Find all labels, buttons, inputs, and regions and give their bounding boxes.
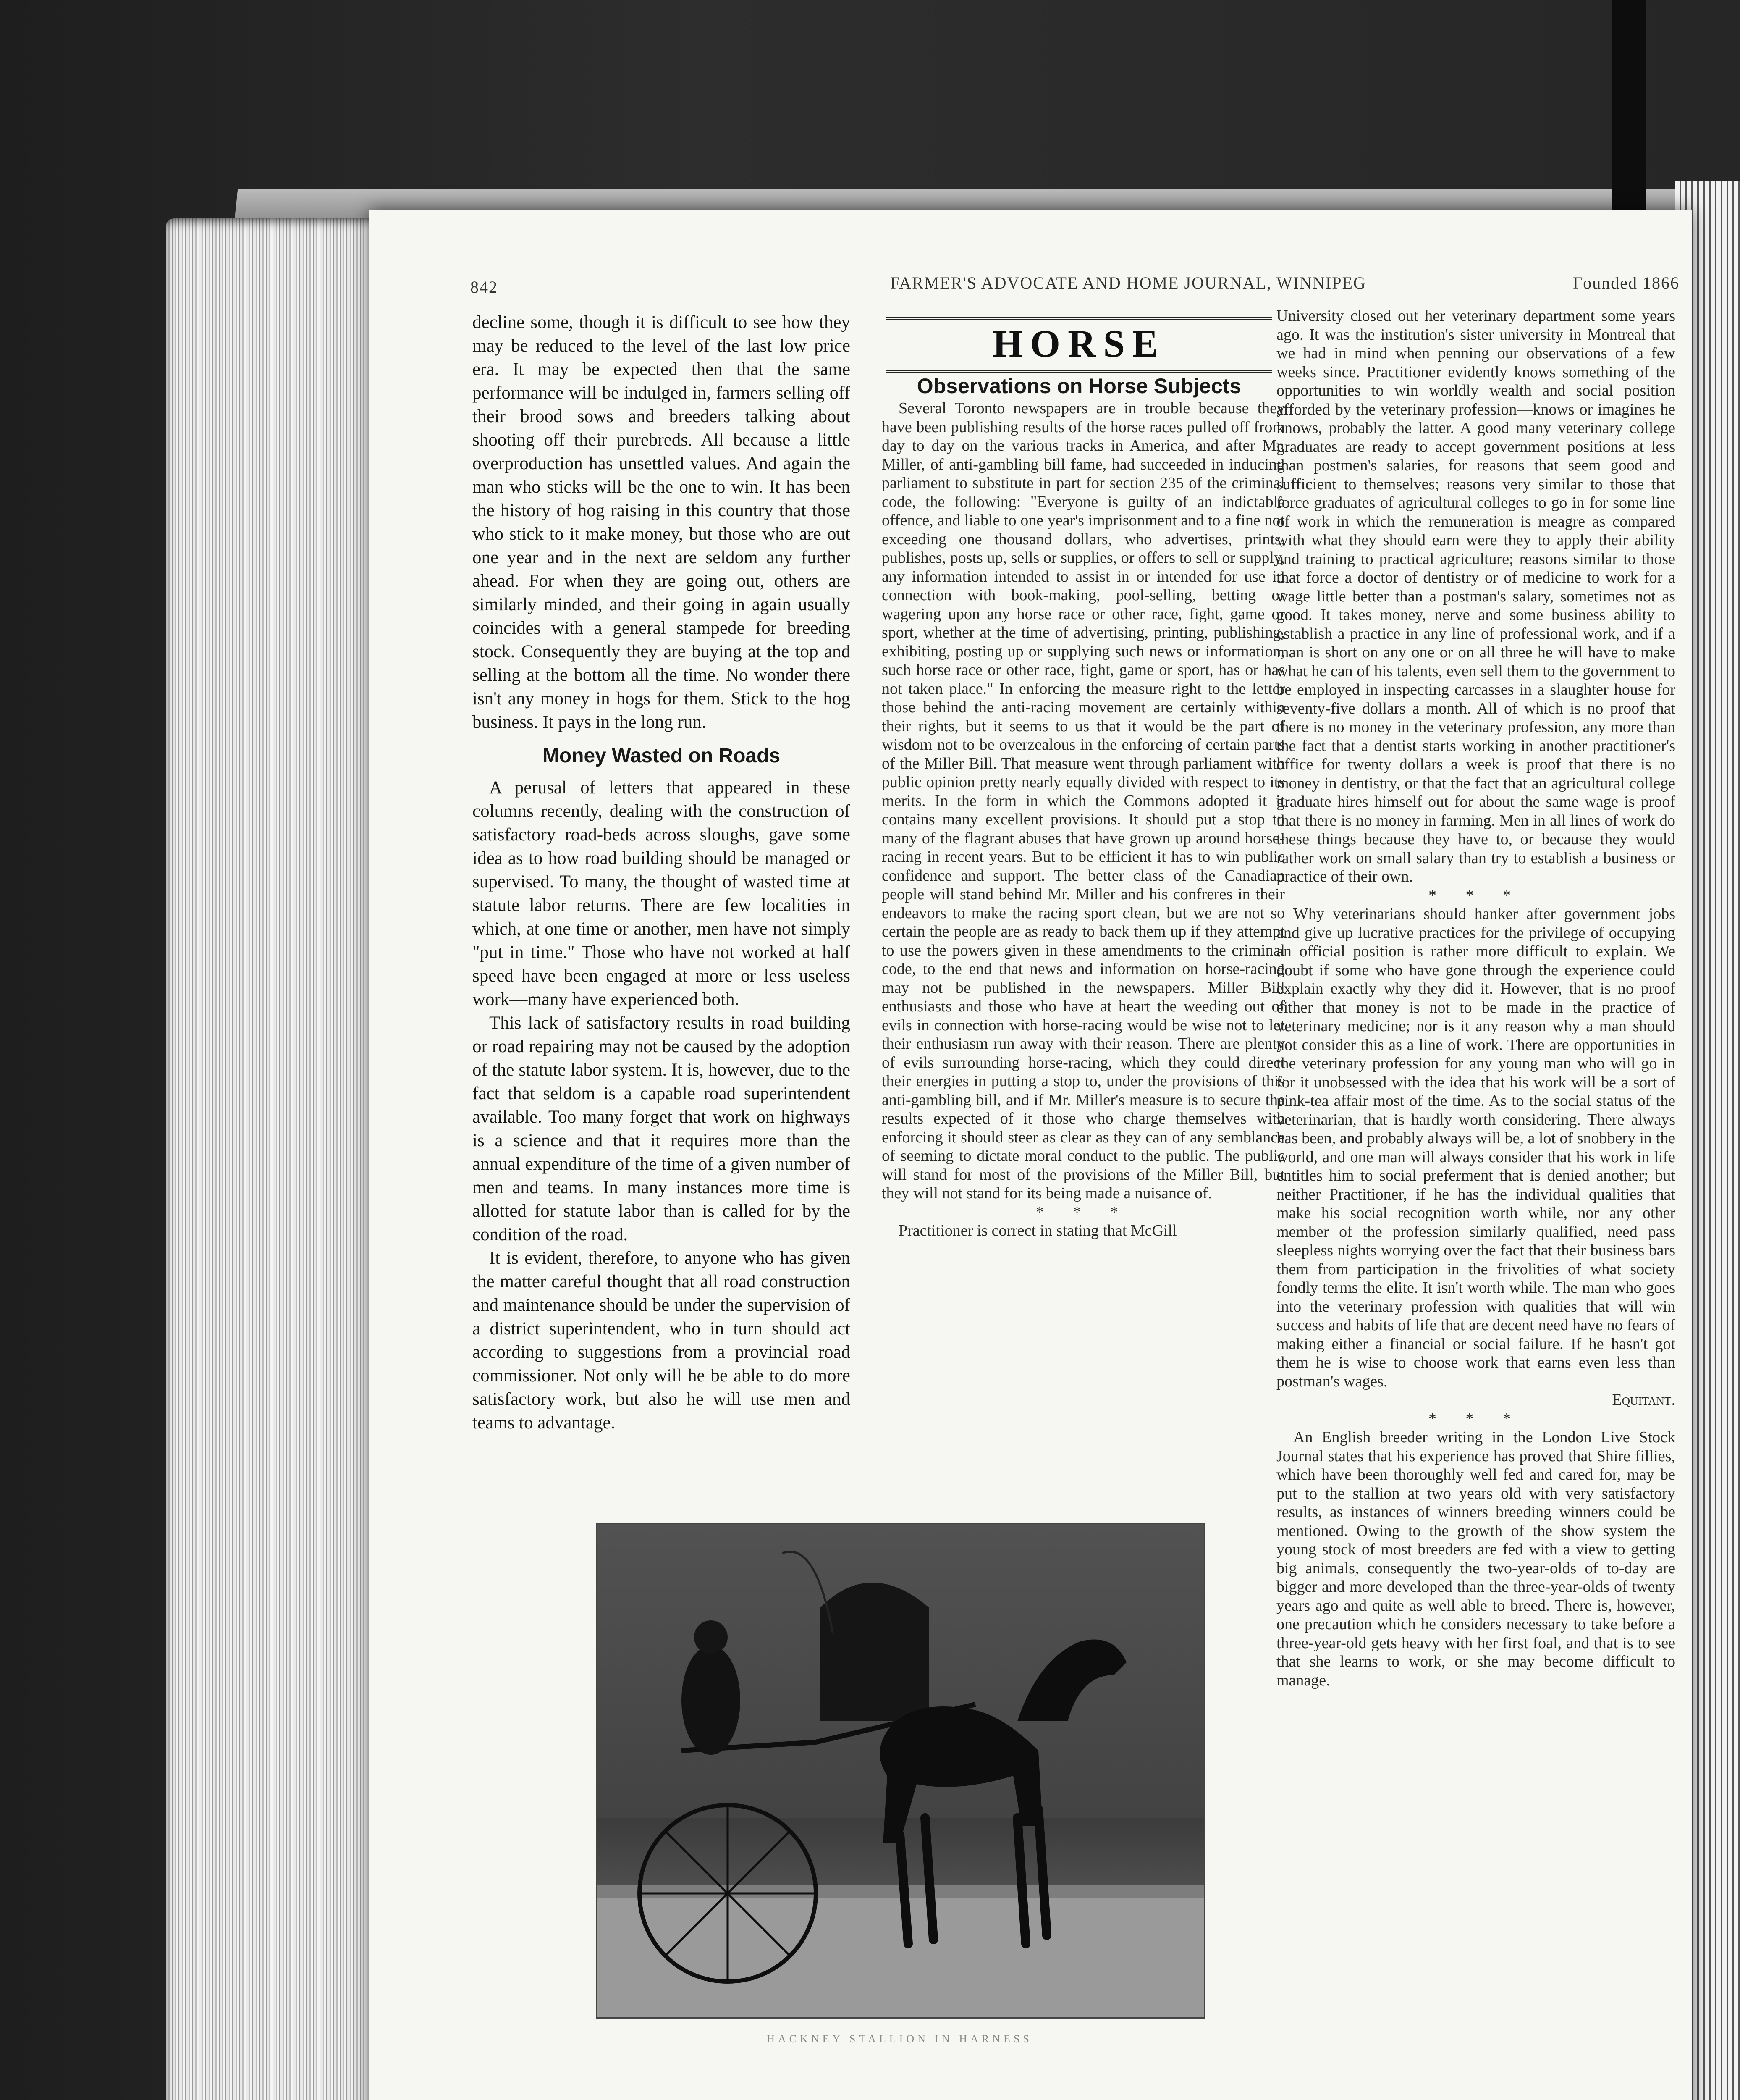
paragraph: Practitioner is correct in stating that McGill [899, 1222, 1177, 1239]
book-page-edges [166, 218, 384, 2100]
subhead-money-wasted-on-roads: Money Wasted on Roads [542, 745, 781, 767]
column-left [472, 311, 850, 1435]
paragraph: University closed out her veterinary department some years ago. It was the institution's sister university in Montreal that we had in mind when penning our observations of a few weeks since. Practitioner evidently knows something of the opportunities to win worldly wealth and social position afforded by the veterinary profession—knows or imagines he knows, probably the latter. A good many veterinary college graduates are ready to accept government positions at less than postmen's salaries, for reasons that seem good and sufficient to themselves; reasons very similar to those that force graduates of agricultural colleges to go in for some line of work in which the remuneration is meagre as compared with what they should earn were they to apply their ability and training to practical agriculture; reasons similar to those that force a doctor of dentistry or of medicine to work for a wage little better than a postman's salary, sometimes not as good. It takes money, nerve and some business ability to establish a practice in any line of professional work, and if a man is short on any one or on all three he will have to make what he can of his talents, even sell them to the government to be employed in inspecting carcasses in a slaughter house for seventy-five dollars a month. All of which is no proof that there is no money in the veterinary profession, any more than the fact that a dentist starts working in another practitioner's office for twenty dollars a week is proof that there is no money in dentistry, or that the fact that an agricultural college graduate hires himself out for about the same wage is proof that there is no money in farming. Men in all lines of work do these things because they have to, or because they would rather work on small salary than try to establish a business or practice of their own. [1276, 307, 1675, 885]
section-divider-stars: * * * [1428, 886, 1523, 904]
paragraph: A perusal of letters that appeared in these columns recently, dealing with the construction of satisfactory road-beds across sloughs, gave some idea as to how road building should be managed or supervised. To many, the thought of wasted time at statute labor returns. There are few localities in which, at one time or another, men have not simply "put in time." Those who have not worked at half speed have been engaged at more or less useless work—many have experienced both. [472, 778, 850, 1009]
section-divider-stars: * * * [1036, 1203, 1131, 1221]
subhead-observations: Observations on Horse Subjects [917, 374, 1242, 398]
section-title: HORSE [992, 322, 1166, 365]
paragraph: decline some, though it is difficult to see how they may be reduced to the level of the last low price era. It may be expected then that the same performance will be indulged in, farmers selling off their brood sows and breeders talking about shooting off their purebreds. All because a little overproduction has unsettled values. And again the man who sticks will be the one to win. It has been the history of hog raising in this country that those who stick to it make money, but those who are out one year and in the next are seldom any further ahead. For when they are going out, others are similarly minded, and their going in again usually coincides with a general stampede for breeding stock. Consequently they are buying at the top and selling at the bottom all the time. No wonder there isn't any money in hogs for them. Stick to the hog business. It pays in the long run. [472, 312, 850, 732]
founded-label: Founded 1866 [1573, 273, 1680, 292]
journal-title: FARMER'S ADVOCATE AND HOME JOURNAL, WINNIPEG [890, 273, 1366, 292]
page-header [470, 273, 1688, 298]
paragraph: This lack of satisfactory results in road building or road repairing may not be caused by the adoption of the statute labor system. It is, however, due to the fact that seldom is a capable road superintendent available. Too many forget that work on highways is a science and that it requires more than the annual expenditure of the time of a given number of men and teams. In many instances more time is allotted for statute labor than is called for by the condition of the road. [472, 1013, 850, 1244]
signature: Equitant. [1612, 1391, 1675, 1409]
hackney-stallion-photo [596, 1522, 1205, 2019]
magazine-page [369, 210, 1692, 2100]
paragraph: It is evident, therefore, to anyone who has given the matter careful thought that all road construction and maintenance should be under the supervision of a district superintendent, who in turn should act according to suggestions from a provincial road commissioner. Not only will he be able to do more satisfactory work, but also he will use men and teams to advantage. [472, 1248, 850, 1433]
paragraph: Several Toronto newspapers are in trouble because they have been publishing results of the horse races pulled off from day to day on the various tracks in America, and after Mr. Miller, of anti-gambling bill fame, had succeeded in inducing parliament to substitute in part for section 235 of the criminal code, the following: "Everyone is guilty of an indictable offence, and liable to one year's imprisonment and to a fine not exceeding one thousand dollars, who advertises, prints, publishes, posts up, sells or supplies, or offers to sell or supply, any information intended to assist in or intended for use in connection with book-making, pool-selling, betting or wagering upon any horse race or other race, fight, game or sport, whether at the time of advertising, printing, publishing, exhibiting, posting up or supplying such news or information, such horse race or other race, fight, game or sport, has or has not taken place." In enforcing the measure right to the letter those behind the anti-racing movement are certainly within their rights, but it seems to us that it would be the part of wisdom not to be overzealous in the enforcing of certain parts of the Miller Bill. That measure went through parliament with public opinion pretty nearly equally divided with respect to its merits. In the form in which the Commons adopted it it contains many excellent provisions. It should put a stop to many of the flagrant abuses that have grown up around horse-racing in recent years. But to be efficient it has to win public confidence and support. The better class of the Canadian people will stand behind Mr. Miller and his confreres in their endeavors to make the racing sport clean, but we are not so certain the people are as ready to back them up if they attempt to use the powers given in these amendments to the criminal code, to the end that news and information on horse-racing may not be published in the newspapers. Miller Bill enthusiasts and those who have at heart the weeding out of evils in connection with horse-racing would be wise not to let their enthusiasm run away with their reason. There are plenty of evils surrounding horse-racing, which they could direct their energies in putting a stop to, under the provisions of this anti-gambling bill, and if Mr. Miller's measure is to secure the results expected of it those who charge themselves with enforcing it should steer as clear as they can of any semblance of seeming to dictate moral conduct to the public. The public will stand for most of the provisions of the Miller Bill, but they will not stand for its being made a nuisance of. [882, 399, 1285, 1202]
section-title-box [886, 317, 1272, 373]
photo-caption: HACKNEY STALLION IN HARNESS [767, 2033, 1032, 2045]
horse-photo-illustration [597, 1524, 1204, 2017]
page-number: 842 [470, 278, 498, 297]
column-right [1276, 307, 1675, 1690]
paragraph: An English breeder writing in the London Live Stock Journal states that his experience has proved that Shire fillies, which have been thoroughly well fed and cared for, may be put to the stallion at two years old with very satisfactory results, as instances of winners breeding winners could be mentioned. Owing to the growth of the show system the young stock of most breeders are fed with a view to getting big animals, consequently the two-year-olds of to-day are bigger and more developed than the three-year-olds of twenty years ago and quite as well able to breed. There is, however, one precaution which he considers necessary to take before a three-year-old gets heavy with her first foal, and that is to see that she learns to work, or she may become difficult to manage. [1276, 1428, 1675, 1689]
paragraph: Why veterinarians should hanker after government jobs and give up lucrative practices for the privilege of occupying an official position is rather more difficult to explain. We doubt if some who have gone through the experience could explain exactly why they did it. However, that is no proof either that money is not to be made in the practice of veterinary medicine; nor is it any reason why a man should not consider this as a line of work. There are opportunities in the veterinary profession for any young man who will go in for it unobsessed with the idea that his work will be a sort of pink-tea affair most of the time. As to the social status of the veterinarian, that is hardly worth considering. There always has been, and probably always will be, a lot of snobbery in the world, and one man will always consider that his work in life entitles him to social preferment that is denied another; but neither Practitioner, if he has the individual qualities that make his social recognition worth while, nor any other member of the profession similarly qualified, need pass sleepless nights worrying over the fact that their business bars them from participation in the frivolities of what society fondly terms the elite. It isn't worth while. The man who goes into the veterinary profession with qualities that will win success and habits of life that are decent need have no fears of making either a financial or social failure. If he hasn't got them he is wise to choose work that earns even less than postman's wages. [1276, 905, 1675, 1390]
column-middle [882, 399, 1285, 1240]
section-divider-stars: * * * [1428, 1410, 1523, 1428]
